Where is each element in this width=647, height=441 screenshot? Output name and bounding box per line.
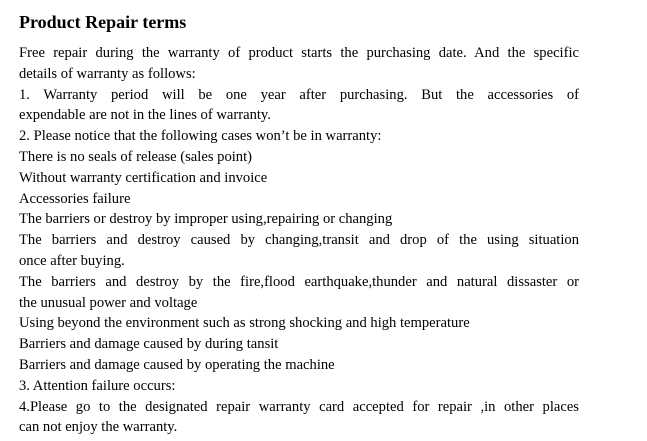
text-line: Using beyond the environment such as strong shocking and high temperature bbox=[19, 315, 470, 332]
text-line: Barriers and damage caused by during tansit bbox=[19, 336, 279, 353]
text-line: Free repair during the warranty of product starts the purchasing date. And the specific bbox=[19, 45, 579, 61]
text-line: 1. Warranty period will be one year after purchasing. But the accessories of bbox=[19, 86, 579, 103]
text-line: 4.Please go to the designated repair warranty card accepted for repair ,in other places bbox=[19, 398, 579, 415]
text-line: can not enjoy the warranty. bbox=[19, 419, 178, 436]
text-line: The barriers or destroy by improper using,repairing or changing bbox=[19, 211, 393, 228]
document-body bbox=[19, 43, 579, 438]
text-line: There is no seals of release (sales point) bbox=[19, 148, 253, 165]
text-line: Accessories failure bbox=[19, 190, 131, 207]
text-line: the unusual power and voltage bbox=[19, 294, 198, 311]
text-line: details of warranty as follows: bbox=[19, 65, 196, 82]
text-line: Without warranty certification and invoice bbox=[19, 169, 268, 186]
text-line: expendable are not in the lines of warranty. bbox=[19, 107, 271, 124]
document bbox=[19, 10, 579, 438]
text-line: Barriers and damage caused by operating the machine bbox=[19, 356, 335, 373]
text-line: once after buying. bbox=[19, 252, 125, 269]
text-line: 3. Attention failure occurs: bbox=[19, 377, 176, 394]
text-line: The barriers and destroy by the fire,flood earthquake,thunder and natural dissaster or bbox=[19, 273, 579, 290]
page-title: Product Repair terms bbox=[19, 12, 187, 32]
text-line: The barriers and destroy caused by changing,transit and drop of the using situation bbox=[19, 232, 579, 249]
text-line: 2. Please notice that the following cases won’t be in warranty: bbox=[19, 128, 382, 145]
